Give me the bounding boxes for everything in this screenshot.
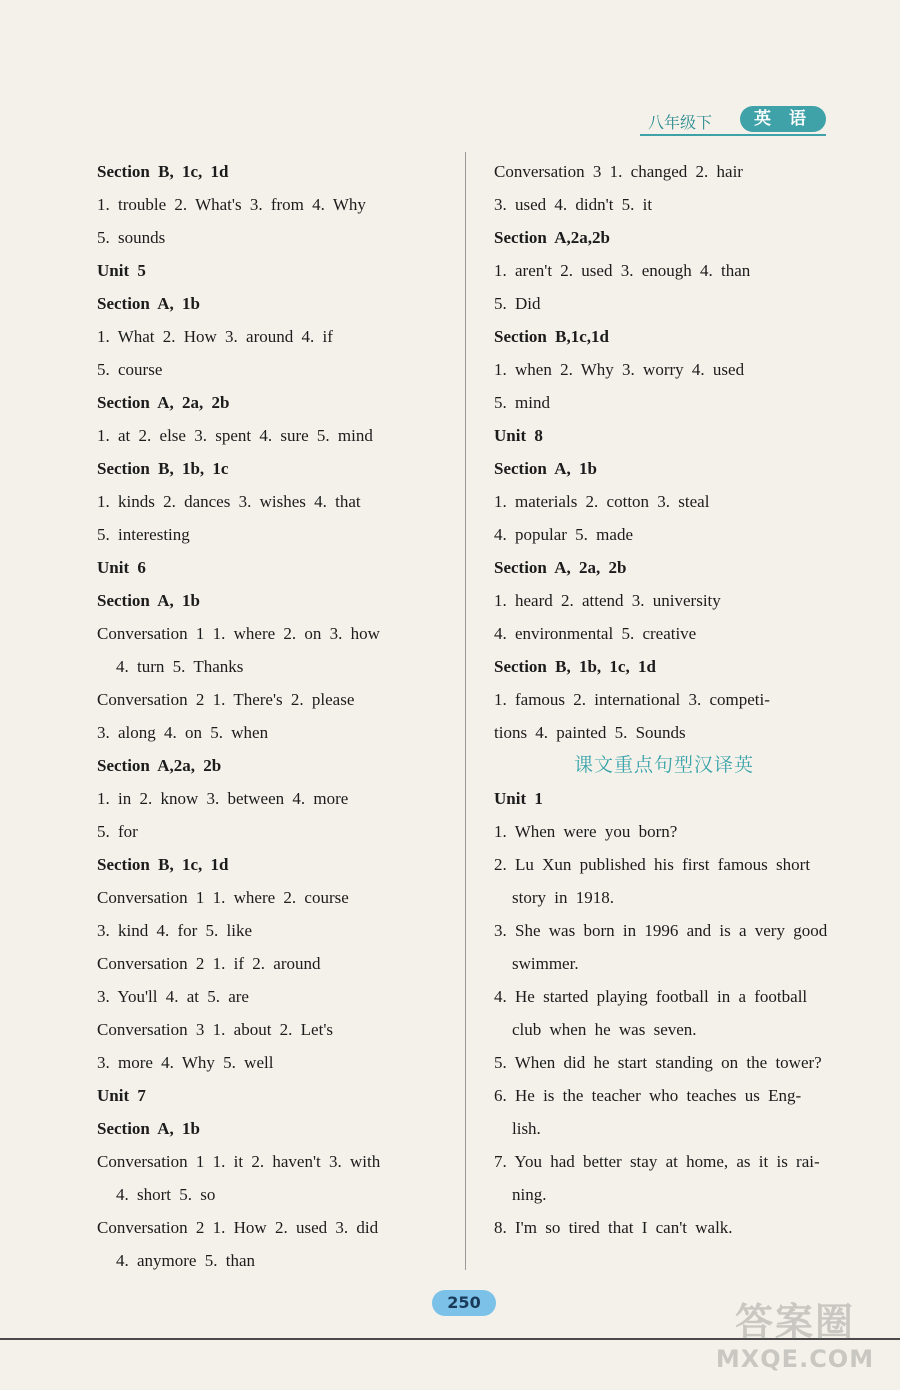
answer-line: 2. Lu Xun published his first famous short [494, 855, 811, 874]
watermark-url: MXQE.COM [715, 1345, 875, 1373]
answer-line: 5. course [97, 360, 163, 379]
answer-line: 5. mind [494, 393, 550, 412]
answer-line: 3. She was born in 1996 and is a very good [494, 921, 828, 940]
page-number: 250 [432, 1290, 496, 1316]
answer-line: 1. materials 2. cotton 3. steal [494, 492, 710, 511]
answer-line: 3. used 4. didn't 5. it [494, 195, 653, 214]
answer-line: Conversation 1 1. where 2. on 3. how [97, 624, 380, 643]
answer-line: 1. famous 2. international 3. competi- [494, 690, 770, 709]
answer-line: 1. When were you born? [494, 822, 678, 841]
answer-line-heading: Unit 1 [494, 789, 543, 808]
answer-line-heading: Section A, 1b [97, 1119, 200, 1138]
answer-line-heading: Section A, 1b [494, 459, 597, 478]
answer-line-heading: Section B, 1b, 1c, 1d [494, 657, 656, 676]
answer-line-heading: Section A, 1b [97, 294, 200, 313]
answer-line: swimmer. [512, 954, 579, 973]
answer-line: 5. interesting [97, 525, 190, 544]
header-underline [640, 134, 826, 136]
answer-line: 1. kinds 2. dances 3. wishes 4. that [97, 492, 361, 511]
answer-line-heading: Unit 5 [97, 261, 146, 280]
answer-line-heading: Unit 6 [97, 558, 146, 577]
answer-line: Conversation 2 1. if 2. around [97, 954, 321, 973]
answer-line: 5. When did he start standing on the tower? [494, 1053, 822, 1072]
answer-line-heading: Section A, 2a, 2b [494, 558, 627, 577]
answer-line: 6. He is the teacher who teaches us Eng- [494, 1086, 802, 1105]
answer-line: 4. popular 5. made [494, 525, 633, 544]
answer-line: Conversation 2 1. There's 2. please [97, 690, 355, 709]
watermark [700, 1300, 890, 1382]
answer-line-heading: Section B, 1c, 1d [97, 162, 229, 181]
answer-line: Conversation 3 1. changed 2. hair [494, 162, 743, 181]
column-divider [465, 152, 466, 1270]
right-column [494, 155, 834, 1244]
answer-line: 1. heard 2. attend 3. university [494, 591, 721, 610]
answer-line: 8. I'm so tired that I can't walk. [494, 1218, 733, 1237]
answer-line: 3. along 4. on 5. when [97, 723, 269, 742]
answer-line: 7. You had better stay at home, as it is rai- [494, 1152, 820, 1171]
answer-line-heading: Section B, 1b, 1c [97, 459, 229, 478]
answer-line: 1. when 2. Why 3. worry 4. used [494, 360, 745, 379]
answer-line-heading: Unit 7 [97, 1086, 146, 1105]
answer-line: Conversation 3 1. about 2. Let's [97, 1020, 334, 1039]
answer-line: club when he was seven. [512, 1020, 697, 1039]
answer-line: 4. turn 5. Thanks [116, 657, 244, 676]
answer-line: 4. environmental 5. creative [494, 624, 697, 643]
answer-line: 1. aren't 2. used 3. enough 4. than [494, 261, 751, 280]
grade-label: 八年级下 [648, 113, 713, 132]
answer-line: 3. kind 4. for 5. like [97, 921, 253, 940]
answer-line: 4. anymore 5. than [116, 1251, 255, 1270]
page-header [640, 106, 830, 140]
answer-line: 5. Did [494, 294, 541, 313]
answer-line: 3. You'll 4. at 5. are [97, 987, 249, 1006]
answer-line: lish. [512, 1119, 541, 1138]
answer-line: 1. trouble 2. What's 3. from 4. Why [97, 195, 366, 214]
answer-line: 5. sounds [97, 228, 166, 247]
answer-line: ning. [512, 1185, 547, 1204]
answer-line: Conversation 2 1. How 2. used 3. did [97, 1218, 379, 1237]
answer-line: tions 4. painted 5. Sounds [494, 723, 686, 742]
subject-badge: 英 语 [740, 106, 826, 132]
answer-line: story in 1918. [512, 888, 614, 907]
watermark-logo-text: 答案圈 [734, 1300, 855, 1344]
answer-line-heading: Section B, 1c, 1d [97, 855, 229, 874]
answer-line: 1. in 2. know 3. between 4. more [97, 789, 349, 808]
answer-line-heading: Section A, 1b [97, 591, 200, 610]
answer-line: 3. more 4. Why 5. well [97, 1053, 274, 1072]
answer-line-heading: Unit 8 [494, 426, 543, 445]
answer-line-heading: Section A,2a, 2b [97, 756, 222, 775]
answer-line: 4. He started playing football in a football [494, 987, 808, 1006]
answer-line: 4. short 5. so [116, 1185, 216, 1204]
answer-line-heading: Section A, 2a, 2b [97, 393, 230, 412]
answer-line-heading: Section B,1c,1d [494, 327, 609, 346]
left-column [97, 155, 447, 1277]
answer-line: Conversation 1 1. where 2. course [97, 888, 349, 907]
answer-line-heading: Section A,2a,2b [494, 228, 610, 247]
answer-line: 1. at 2. else 3. spent 4. sure 5. mind [97, 426, 373, 445]
answer-line: Conversation 1 1. it 2. haven't 3. with [97, 1152, 381, 1171]
answer-line: 1. What 2. How 3. around 4. if [97, 327, 333, 346]
section-title: 课文重点句型汉译英 [573, 754, 754, 776]
answer-line: 5. for [97, 822, 138, 841]
